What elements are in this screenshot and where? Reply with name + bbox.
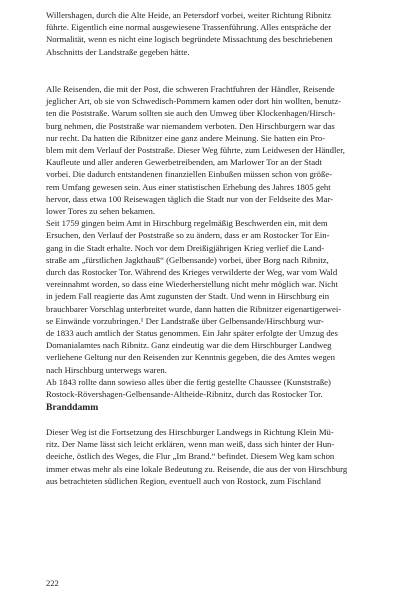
text-line: se Einwände vorzubringen.¹ Der Landstraße über Gelbensande/Hirschburg wur-: [46, 315, 324, 326]
text-line: brauchbarer Vorschlag unterbreitet wurde, dann hatten die Ribnitzer eigenartigerwei-: [46, 303, 342, 314]
text-line: Normalität, wenn es nicht eine logisch begründete Missachtung des beschriebenen: [46, 34, 333, 45]
paragraph-poststrasse: [46, 83, 384, 400]
text-line: Ab 1843 rollte dann sowieso alles über die fertig gestellte Chaussee (Kunststraße): [46, 376, 331, 387]
text-line: Ersuchen, den Verlauf der Poststraße so zu ändern, dass er am Rostocker Tor Ein-: [46, 230, 330, 241]
text-line: jeglicher Art, ob sie von Schwedisch-Pommern kamen oder dort hin wollten, benutz-: [46, 96, 342, 107]
text-line: Dieser Weg ist die Fortsetzung des Hirschburger Landwegs in Richtung Klein Mü-: [46, 427, 334, 437]
text-line: verliehene Geltung nur den Reisenden zur Kenntnis gegeben, die des Amtes wegen: [46, 352, 336, 363]
page-number: 222: [46, 578, 59, 588]
text-line: burg nehmen, die Poststraße war niemandem verboten. Den Hirschburgern war das: [46, 120, 335, 131]
text-line: vereinnahmt worden, so dass eine Wiederherstellung nicht mehr möglich war. Nicht: [46, 279, 338, 290]
text-line: blem mit dem Verlauf der Poststraße. Dieser Weg führte, zum Leidwesen der Händler,: [46, 145, 345, 156]
text-line: gang in die Stadt erhalte. Noch vor dem Dreißigjährigen Krieg verlief die Land-: [46, 242, 325, 253]
text-line: Rostock-Rövershagen-Gelbensande-Altheide-Ribnitz, durch das Rostocker Tor.: [46, 389, 323, 400]
text-line: Abschnitts der Landstraße gegeben hätte.: [46, 46, 190, 57]
text-line: lower Tores zu sehen bekamen.: [46, 206, 155, 217]
text-line: durch das Rostocker Tor. Während des Krieges verwilderte der Weg, war vom Wald: [46, 267, 338, 278]
text-line: nur recht. Da hatten die Ribnitzer eine ganz andere Meinung. Sie hatten ein Pro-: [46, 132, 326, 143]
text-line: Kaufleute und aller anderen Gewerbetreibenden, am Marlower Tor an der Stadt: [46, 157, 322, 168]
text-line: Domanialamtes nach Ribnitz. Ganz eindeutig war die dem Hirschburger Landweg: [46, 340, 332, 351]
text-line: Alle Reisenden, die mit der Post, die schweren Frachtfuhren der Händler, Reisende: [46, 84, 335, 94]
text-line: nach Hirschburg unterwegs waren.: [46, 364, 167, 375]
text-line: in jedem Fall reagierte das Amt zugunsten der Stadt. Und wenn in Hirschburg ein: [46, 291, 330, 302]
text-line: de 1833 auch amtlich der Status genommen. Ein Jahr später erfolgte der Umzug des: [46, 328, 338, 339]
text-line: hervor, dass etwa 100 Reisewagen täglich die Stadt nur von der Feldseite des Mar-: [46, 193, 334, 204]
text-line: vorbei. Die dadurch entstandenen finanziellen Einbußen müssen schon von größe-: [46, 169, 333, 180]
text-line: Seit 1759 gingen beim Amt in Hirschburg regelmäßig Beschwerden ein, mit dem: [46, 218, 328, 229]
text-line: aus betrachteten südlichen Region, eventuell auch von Rostock, zum Fischland: [46, 475, 321, 486]
text-line: straße am „fürstlichen Jagkthauß“ (Gelbensande) vorbei, über Borg nach Ribnitz,: [46, 254, 329, 265]
text-line: immer etwas mehr als eine lokale Bedeutung zu. Reisende, die aus der von Hirschburg: [46, 463, 348, 474]
paragraph-intro: [46, 9, 384, 58]
text-line: rem Umfang gewesen sein. Aus einer statistischen Erhebung des Jahres 1805 geht: [46, 181, 331, 192]
section-heading: Branddamm: [46, 402, 99, 413]
text-line: ritz. Der Name lässt sich leicht erklären, wenn man weiß, dass sich hinter der Hun-: [46, 439, 335, 450]
text-line: ten die Poststraße. Warum sollten sie auch den Umweg über Klockenhagen/Hirsch-: [46, 108, 336, 119]
paragraph-branddamm: [46, 426, 384, 487]
text-line: führte. Eigentlich eine normal ausgewiesene Trassenführung. Alles entspräche der: [46, 22, 332, 33]
text-line: Willershagen, durch die Alte Heide, an Petersdorf vorbei, weiter Richtung Ribnitz: [46, 10, 332, 20]
text-line: deeiche, östlich des Weges, die Flur „Im Brand.“ befindet. Diesem Weg kam schon: [46, 451, 335, 462]
